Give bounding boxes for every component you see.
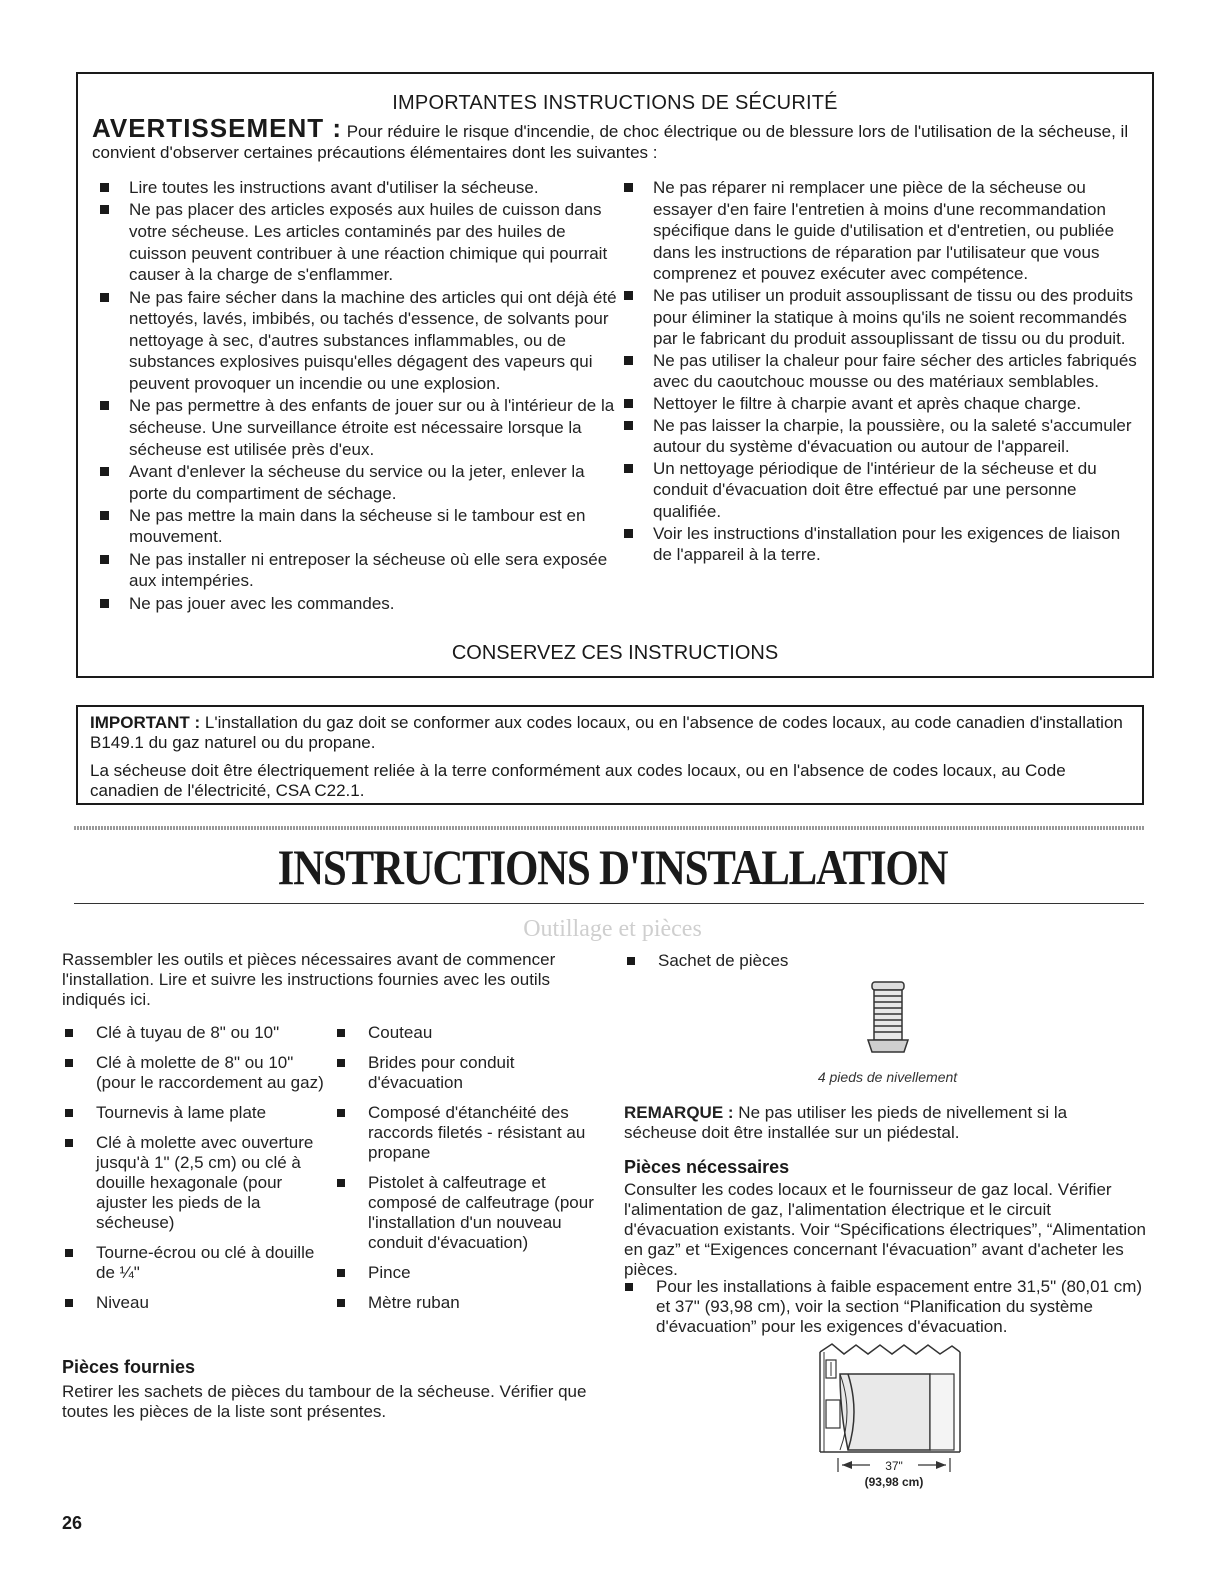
bullet-icon: [100, 555, 109, 564]
bullet-icon: [65, 1299, 73, 1307]
leveling-foot-icon: [858, 980, 918, 1060]
bullet-icon: [65, 1109, 73, 1117]
note-paragraph: REMARQUE : Ne pas utiliser les pieds de nivellement si la sécheuse doit être installée sur un piédestal.: [624, 1103, 1068, 1142]
bullet-icon: [337, 1109, 345, 1117]
bullet-icon: [100, 293, 109, 302]
list-item: Ne pas mettre la main dans la sécheuse si le tambour est en mouvement.: [92, 505, 617, 548]
list-item: Brides pour conduit d'évacuation: [330, 1053, 600, 1093]
list-item: Avant d'enlever la sécheuse du service ou la jeter, enlever la porte du compartiment de séchage.: [92, 461, 617, 504]
bullet-icon: [337, 1269, 345, 1277]
list-item: Ne pas installer ni entreposer la sécheuse où elle sera exposée aux intempéries.: [92, 549, 617, 592]
bullet-icon: [624, 183, 633, 192]
tools-list-col1: [58, 1023, 328, 1323]
bullet-icon: [624, 421, 633, 430]
conserve-instructions: CONSERVEZ CES INSTRUCTIONS: [451, 642, 779, 664]
list-item: Composé d'étanchéité des raccords filetés - résistant au propane: [330, 1103, 600, 1163]
list-item: Couteau: [330, 1023, 600, 1043]
section-title: Outillage et pièces: [523, 916, 702, 942]
bullet-icon: [100, 511, 109, 520]
foot-caption: 4 pieds de nivellement: [817, 1069, 958, 1085]
tools-list-col2: [330, 1023, 600, 1323]
pieces-necessaires-text: Consulter les codes locaux et le fournisseur de gaz local. Vérifier l'alimentation de gaz, l'alimentation électrique et le circuit d'évacuation existants. Voir “Spécifications électriques”, “Alimentation en gaz” et “Exigences concernant l'évacuation” avant d'acheter les pièces.: [624, 1180, 1147, 1279]
clearance-dimension-in: 37": [885, 1459, 903, 1473]
bullet-icon: [100, 183, 109, 192]
pieces-necessaires-heading: Pièces nécessaires: [624, 1157, 790, 1177]
list-item: Ne pas laisser la charpie, la poussière, ou la saleté s'accumuler autour du système d'évacuation ou autour de l'appareil.: [616, 415, 1141, 458]
safety-list-left: [92, 177, 617, 615]
warning-text: Pour réduire le risque d'incendie, de choc électrique ou de blessure lors de l'utilisation de la sécheuse, il convient d'observer certaines précautions élémentaires dont les suivantes :: [92, 122, 1129, 162]
bullet-icon: [100, 401, 109, 410]
safety-list-right: [616, 177, 1141, 566]
pieces-fournies-heading: Pièces fournies: [62, 1357, 196, 1377]
bullet-icon: [337, 1179, 345, 1187]
parts-list: [620, 951, 920, 971]
list-item: Lire toutes les instructions avant d'utiliser la sécheuse.: [92, 177, 617, 199]
bullet-icon: [65, 1059, 73, 1067]
important-paragraph-2: La sécheuse doit être électriquement reliée à la terre conformément aux codes locaux, ou en l'absence de codes locaux, au Code canadien de l'électricité, CSA C22.1.: [90, 761, 1066, 800]
list-item: Pistolet à calfeutrage et composé de calfeutrage (pour l'installation d'un nouveau conduit d'évacuation): [330, 1173, 600, 1253]
clearance-dimension-cm: (93,98 cm): [864, 1475, 924, 1489]
bullet-icon: [624, 291, 633, 300]
list-item: Clé à molette de 8" ou 10" (pour le raccordement au gaz): [58, 1053, 328, 1093]
list-item: Voir les instructions d'installation pour les exigences de liaison de l'appareil à la terre.: [616, 523, 1141, 566]
list-item: Nettoyer le filtre à charpie avant et après chaque charge.: [616, 393, 1141, 415]
pieces-fournies-text: Retirer les sachets de pièces du tambour de la sécheuse. Vérifier que toutes les pièces de la liste sont présentes.: [62, 1382, 587, 1421]
bullet-icon: [624, 529, 633, 538]
list-item: Pince: [330, 1263, 600, 1283]
warning-paragraph: [92, 113, 1138, 163]
dryer-clearance-illustration: [800, 1340, 980, 1505]
safety-instructions-box: [76, 72, 1154, 678]
important-paragraph-1: IMPORTANT : L'installation du gaz doit se conformer aux codes locaux, ou en l'absence de codes locaux, au code canadien d'installation B149.1 du gaz naturel ou du propane.: [90, 713, 1123, 752]
bullet-icon: [337, 1059, 345, 1067]
bullet-icon: [100, 599, 109, 608]
bullet-icon: [65, 1139, 73, 1147]
safety-title: IMPORTANTES INSTRUCTIONS DE SÉCURITÉ: [392, 92, 838, 114]
bullet-icon: [627, 957, 635, 965]
list-item: Tourne-écrou ou clé à douille de ¼": [58, 1243, 328, 1283]
page-title: INSTRUCTIONS D'INSTALLATION: [277, 839, 948, 895]
low-clearance-list: [618, 1277, 1148, 1337]
bullet-icon: [65, 1249, 73, 1257]
bullet-icon: [624, 356, 633, 365]
list-item: Ne pas jouer avec les commandes.: [92, 593, 617, 615]
list-item: Clé à tuyau de 8" ou 10": [58, 1023, 328, 1043]
important-label: IMPORTANT :: [90, 713, 201, 732]
bullet-icon: [337, 1029, 345, 1037]
list-item: Ne pas réparer ni remplacer une pièce de la sécheuse ou essayer d'en faire l'entretien à moins d'une recommandation spécifique dans le guide d'utilisation et d'entretien, ou publiée dans les instructions de réparation par l'utilisateur que vous comprenez et pouvez exécuter avec compétence.: [616, 177, 1141, 285]
list-item: Pour les installations à faible espacement entre 31,5" (80,01 cm) et 37" (93,98 cm), voir la section “Planification du système d'évacuation” pour les exigences d'évacuation.: [618, 1277, 1148, 1337]
list-item: Mètre ruban: [330, 1293, 600, 1313]
list-item: Niveau: [58, 1293, 328, 1313]
list-item: Ne pas utiliser la chaleur pour faire sécher des articles fabriqués avec du caoutchouc mousse ou des matériaux semblables.: [616, 350, 1141, 393]
list-item: Tournevis à lame plate: [58, 1103, 328, 1123]
bullet-icon: [65, 1029, 73, 1037]
bullet-icon: [625, 1283, 633, 1291]
list-item: Ne pas faire sécher dans la machine des articles qui ont déjà été nettoyés, lavés, imbibés, ou tachés d'essence, de solvants pour nettoyage à sec, d'autres substances inflammables, ou de substances explosives puisqu'elles dégagent des vapeurs qui peuvent provoquer un incendie ou une explosion.: [92, 287, 617, 395]
bullet-icon: [624, 399, 633, 408]
list-item: Clé à molette avec ouverture jusqu'à 1" (2,5 cm) ou clé à douille hexagonale (pour ajuster les pieds de la sécheuse): [58, 1133, 328, 1233]
intro-paragraph: Rassembler les outils et pièces nécessaires avant de commencer l'installation. Lire et suivre les instructions fournies avec les outils indiqués ici.: [62, 950, 556, 1009]
list-item: Ne pas utiliser un produit assouplissant de tissu ou des produits pour éliminer la statique à moins qu'ils ne soient recommandés par le fabricant du produit assouplissant de tissu ou du produit.: [616, 285, 1141, 350]
title-divider: [74, 903, 1144, 904]
list-item: Ne pas placer des articles exposés aux huiles de cuisson dans votre sécheuse. Les articles contaminés par des huiles de cuisson peuvent contribuer à une réaction chimique qui pourrait causer à la charge de s'enflammer.: [92, 199, 617, 285]
list-item: Ne pas permettre à des enfants de jouer sur ou à l'intérieur de la sécheuse. Une surveillance étroite est nécessaire lorsque la sécheuse est utilisée près d'eux.: [92, 395, 617, 460]
page-number: 26: [62, 1513, 83, 1533]
bullet-icon: [100, 205, 109, 214]
important-notice-box: [76, 705, 1144, 805]
bullet-icon: [337, 1299, 345, 1307]
warning-label: AVERTISSEMENT :: [92, 113, 342, 143]
list-item: Sachet de pièces: [620, 951, 920, 971]
bullet-icon: [624, 464, 633, 473]
bullet-icon: [100, 467, 109, 476]
note-label: REMARQUE :: [624, 1103, 734, 1122]
list-item: Un nettoyage périodique de l'intérieur de la sécheuse et du conduit d'évacuation doit être effectué par une personne qualifiée.: [616, 458, 1141, 523]
hatched-divider: [74, 826, 1144, 830]
